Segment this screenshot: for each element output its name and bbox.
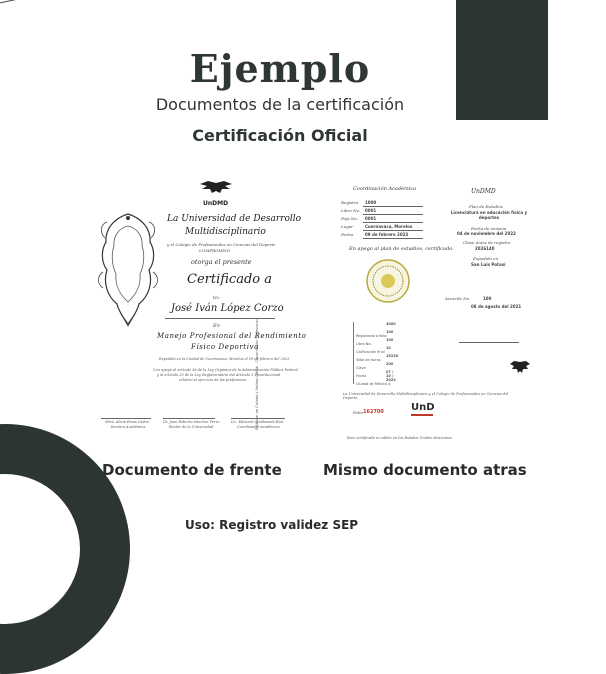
front-side-text: Estándar de Calidad y Validez Oficial - Capacitación Profesional (255, 319, 259, 430)
front-university-line1: La Universidad de Desarrollo (167, 214, 302, 224)
back-folio-value: 162700 (363, 409, 384, 415)
top-left-decorative-line (0, 0, 115, 10)
back-right-date-label: Fecha de emisión (471, 226, 507, 231)
back-seal-caption: En apego al plan de estudios, certificado. (349, 246, 454, 252)
back-right-title: UnDMD (471, 188, 496, 195)
front-signature-2-name: Dr. Juan Roberto Sánchez Pérez (163, 420, 220, 424)
front-intro: y el Colegio de Profesionales en Ciencias del Deporte (167, 242, 276, 247)
small-eagle-icon (509, 360, 531, 378)
front-en: En (213, 323, 220, 329)
page-subtitle: Documentos de la certificación (155, 95, 405, 114)
front-otorga: otorga el presente (191, 258, 252, 266)
table-cell-label: Libro No. (356, 342, 372, 346)
back-right-reg: 2026140 (475, 246, 495, 251)
table-cell-label: Total de horas (356, 358, 381, 362)
front-course-line1: Manejo Profesional del Rendimiento (157, 332, 307, 340)
caption-back: Mismo documento atras (323, 461, 527, 479)
front-signature-1-name: Mtra. Alicia Rivas Castro (105, 420, 150, 424)
table-cell-label: Ciudad de México a (356, 382, 391, 386)
back-right-program: Licenciatura en educación física y deportes (450, 210, 528, 220)
back-footer-logo: UnD (411, 402, 435, 413)
back-field-label: Foja No. (341, 216, 358, 221)
front-legal2: y al artículo 33 de la Ley Reglamentaria del Artículo 5 Constitucional (157, 373, 281, 377)
table-cell-value: 3000 (386, 322, 396, 326)
front-certificate (95, 180, 327, 442)
back-right-place-label: Expedido en (473, 256, 499, 261)
front-signature-1-role: Rectora Académica (111, 425, 146, 429)
table-cell-value: 07 / 10 / 2022 (386, 370, 396, 382)
table-cell-label: Fecha (356, 374, 367, 378)
back-record-label: Acuerdo No. (445, 296, 471, 301)
front-recipient-name: José Iván López Corzo (171, 303, 284, 314)
front-legal1: Con apego al artículo 38 de la Ley Orgánica de la Administración Pública Federal (153, 368, 298, 372)
table-cell-label: Clave (356, 366, 366, 370)
official-seal-icon (365, 258, 411, 304)
back-field-value: 1000 (365, 200, 377, 205)
back-right-date: 04 de noviembre del 2022 (457, 231, 516, 236)
ornate-crest-frame (97, 210, 159, 328)
back-field-underline (363, 206, 423, 207)
back-field-underline (363, 238, 423, 239)
back-signature-line (459, 342, 519, 343)
table-cell-label: Registrado a folio (356, 334, 387, 338)
back-folio-label: Folio (353, 410, 363, 415)
table-cell-value: 100 (386, 338, 394, 342)
back-field-label: Registro (341, 200, 359, 205)
table-cell-value: 10 (386, 346, 391, 350)
table-cell-value: 15230 (386, 354, 399, 358)
front-logo-text: UnDMD (203, 200, 229, 207)
back-field-label: Lugar (341, 224, 354, 229)
back-certificate (323, 180, 555, 442)
back-field-value: 09 de febrero 2023 (365, 232, 409, 237)
front-signature-line-1 (101, 418, 151, 419)
front-to: to: (213, 295, 220, 301)
front-certificado-a: Certificado a (187, 272, 272, 287)
back-field-underline (363, 222, 423, 223)
table-cell-value: 200 (386, 362, 394, 366)
back-header-left: Coordinación Académica (353, 186, 417, 192)
front-signature-line-2 (163, 418, 215, 419)
front-signature-line-3 (231, 418, 285, 419)
back-field-value: 0001 (365, 208, 377, 213)
logo-accent-bar (411, 414, 433, 416)
front-university-line2: Multidisciplinario (185, 227, 266, 237)
back-field-value: Cuernavaca, Morelos (365, 224, 413, 229)
back-field-value: 0001 (365, 216, 377, 221)
table-cell-value: 100 (386, 330, 394, 334)
front-signature-3-role: Coordinador Académico (237, 425, 280, 429)
front-course-line2: Físico Deportivo (191, 343, 259, 351)
back-field-label: Fecha (341, 232, 354, 237)
section-heading: Certificación Oficial (192, 126, 368, 145)
back-bottom-note: Este certificado es válido en los Estados Unidos Mexicanos. (347, 436, 454, 440)
front-issued: Expedido en la Ciudad de Cuernavaca, Morelos el 09 de febrero del 2023 (159, 357, 290, 361)
table-row (356, 370, 396, 389)
back-record-table (353, 322, 424, 384)
back-right-place: San Luis Potosí (471, 262, 506, 267)
back-field-label: Libro No. (341, 208, 361, 213)
page-title: Ejemplo (189, 46, 371, 91)
table-cell-label: Calificación final (356, 350, 385, 354)
back-record-value: 100 (483, 296, 492, 301)
front-signature-2-role: Rector de la Universidad (169, 425, 214, 429)
front-signature-3-name: Lic. Eduardo Maldonado Ruiz (231, 420, 284, 424)
eagle-logo-icon (198, 180, 234, 202)
front-legal3: relativo al ejercicio de las profesiones (179, 378, 247, 382)
back-right-sub: Plan de Estudios (469, 204, 503, 209)
back-field-underline (363, 230, 423, 231)
caption-front: Documento de frente (102, 461, 282, 479)
back-field-underline (363, 214, 423, 215)
back-record-date: 08 de agosto del 2021 (471, 304, 522, 309)
front-intro2: COMPROMISO (199, 248, 231, 253)
back-right-reg-label: Clave única de registro (463, 240, 511, 245)
footer-usage-note: Uso: Registro validez SEP (185, 518, 359, 532)
back-footer-text: La Universidad de Desarrollo Multidisciplinario y el Colegio de Profesionales en Ciencias del Deporte. (343, 392, 509, 400)
